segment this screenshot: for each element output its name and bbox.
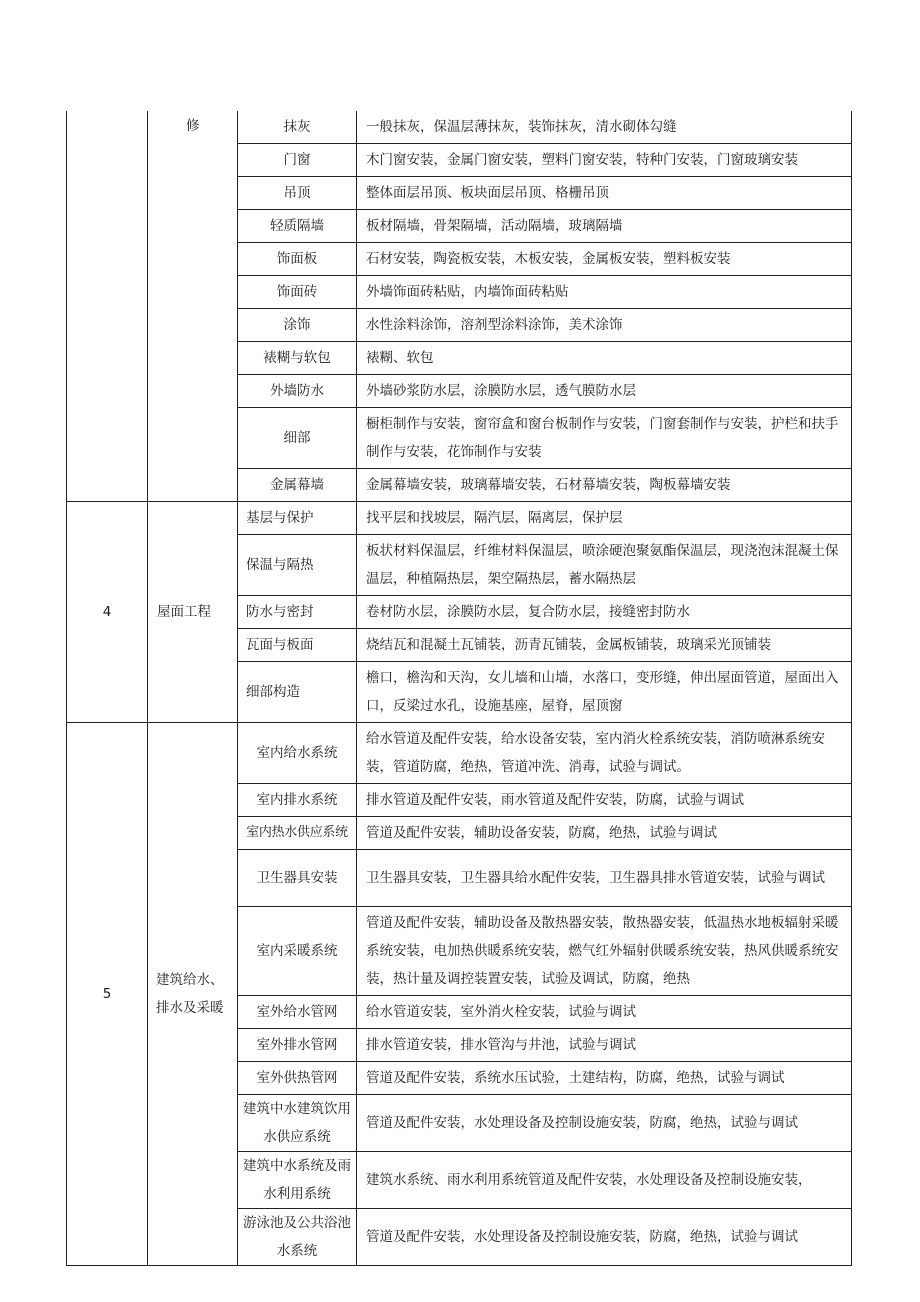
subitem-cell: 室外给水管网: [238, 996, 357, 1029]
subitem-cell: 外墙防水: [238, 375, 357, 408]
description-cell: 卷材防水层，涂膜防水层，复合防水层，接缝密封防水: [357, 596, 852, 629]
description-cell: 整体面层吊顶、板块面层吊顶、格栅吊顶: [357, 177, 852, 210]
description-cell: 给水管道安装，室外消火栓安装，试验与调试: [357, 996, 852, 1029]
description-cell: 排水管道安装，排水管沟与井池，试验与调试: [357, 1029, 852, 1062]
subitem-cell: 室外供热管网: [238, 1062, 357, 1095]
description-cell: 木门窗安装，金属门窗安装，塑料门窗安装，特种门安装，门窗玻璃安装: [357, 144, 852, 177]
description-cell: 管道及配件安装，水处理设备及控制设施安装，防腐，绝热，试验与调试: [357, 1209, 852, 1266]
subitem-cell: 室内热水供应系统: [238, 817, 357, 850]
subitem-cell: 室内给水系统: [238, 723, 357, 784]
subitem-cell: 轻质隔墙: [238, 210, 357, 243]
subitem-cell: 基层与保护: [238, 502, 357, 535]
description-cell: 裱糊、软包: [357, 342, 852, 375]
table-row: [67, 111, 852, 144]
subitem-cell: 卫生器具安装: [238, 850, 357, 907]
subitem-cell: 饰面板: [238, 243, 357, 276]
category-cell: 屋面工程: [148, 502, 238, 723]
description-cell: 外墙砂浆防水层，涂膜防水层，透气膜防水层: [357, 375, 852, 408]
description-cell: 水性涂料涂饰，溶剂型涂料涂饰，美术涂饰: [357, 309, 852, 342]
subitem-cell: 抹灰: [238, 111, 357, 144]
subitem-cell: 饰面砖: [238, 276, 357, 309]
subitem-cell: 吊顶: [238, 177, 357, 210]
description-cell: 给水管道及配件安装，给水设备安装，室内消火栓系统安装，消防喷淋系统安装，管道防腐，绝热，管道冲洗、消毒，试验与调试。: [357, 723, 852, 784]
section-number-cell: 4: [67, 502, 148, 723]
subitem-cell: 裱糊与软包: [238, 342, 357, 375]
description-cell: 管道及配件安装，辅助设备及散热器安装，散热器安装，低温热水地板辐射采暖系统安装，电加热供暖系统安装，燃气红外辐射供暖系统安装，热风供暖系统安装，热计量及调控装置安装，试验及调试，防腐，绝热: [357, 907, 852, 996]
subitem-cell: 涂饰: [238, 309, 357, 342]
description-cell: 找平层和找坡层，隔汽层，隔离层，保护层: [357, 502, 852, 535]
subitem-cell: 瓦面与板面: [238, 629, 357, 662]
section-number-cell: 5: [67, 723, 148, 1266]
table-row: [67, 502, 852, 535]
subitem-cell: 防水与密封: [238, 596, 357, 629]
subitem-cell: 门窗: [238, 144, 357, 177]
description-cell: 建筑水系统、雨水利用系统管道及配件安装，水处理设备及控制设施安装，: [357, 1152, 852, 1209]
category-cell: 建筑给水、排水及采暖: [148, 723, 238, 1266]
description-cell: 卫生器具安装，卫生器具给水配件安装，卫生器具排水管道安装，试验与调试: [357, 850, 852, 907]
description-cell: 板材隔墙，骨架隔墙，活动隔墙，玻璃隔墙: [357, 210, 852, 243]
description-cell: 板状材料保温层，纤维材料保温层，喷涂硬泡聚氨酯保温层，现浇泡沫混凝土保温层，种植隔热层，架空隔热层，蓄水隔热层: [357, 535, 852, 596]
description-cell: 管道及配件安装，水处理设备及控制设施安装，防腐，绝热，试验与调试: [357, 1095, 852, 1152]
section-number-cell: [67, 111, 148, 502]
subitem-cell: 建筑中水系统及雨水利用系统: [238, 1152, 357, 1209]
category-cell: 修: [148, 111, 238, 502]
table-row: [67, 723, 852, 784]
subitem-cell: 细部: [238, 408, 357, 469]
description-cell: 檐口，檐沟和天沟，女儿墙和山墙，水落口，变形缝，伸出屋面管道，屋面出入口，反梁过水孔，设施基座，屋脊，屋顶窗: [357, 662, 852, 723]
description-cell: 金属幕墙安装，玻璃幕墙安装，石材幕墙安装，陶板幕墙安装: [357, 469, 852, 502]
description-cell: 一般抹灰，保温层薄抹灰，装饰抹灰，清水砌体勾缝: [357, 111, 852, 144]
subitem-cell: 室内采暖系统: [238, 907, 357, 996]
subitem-cell: 金属幕墙: [238, 469, 357, 502]
description-cell: 烧结瓦和混凝土瓦铺装，沥青瓦铺装，金属板铺装，玻璃采光顶铺装: [357, 629, 852, 662]
description-cell: 外墙饰面砖粘贴，内墙饰面砖粘贴: [357, 276, 852, 309]
subitem-cell: 保温与隔热: [238, 535, 357, 596]
construction-items-table: [66, 111, 852, 1266]
subitem-cell: 室内排水系统: [238, 784, 357, 817]
subitem-cell: 建筑中水建筑饮用水供应系统: [238, 1095, 357, 1152]
subitem-cell: 细部构造: [238, 662, 357, 723]
description-cell: 橱柜制作与安装，窗帘盒和窗台板制作与安装，门窗套制作与安装，护栏和扶手制作与安装，花饰制作与安装: [357, 408, 852, 469]
subitem-cell: 游泳池及公共浴池水系统: [238, 1209, 357, 1266]
subitem-cell: 室外排水管网: [238, 1029, 357, 1062]
description-cell: 管道及配件安装，系统水压试验，土建结构，防腐，绝热，试验与调试: [357, 1062, 852, 1095]
description-cell: 石材安装，陶瓷板安装，木板安装，金属板安装，塑料板安装: [357, 243, 852, 276]
description-cell: 排水管道及配件安装，雨水管道及配件安装，防腐，试验与调试: [357, 784, 852, 817]
description-cell: 管道及配件安装，辅助设备安装，防腐，绝热，试验与调试: [357, 817, 852, 850]
